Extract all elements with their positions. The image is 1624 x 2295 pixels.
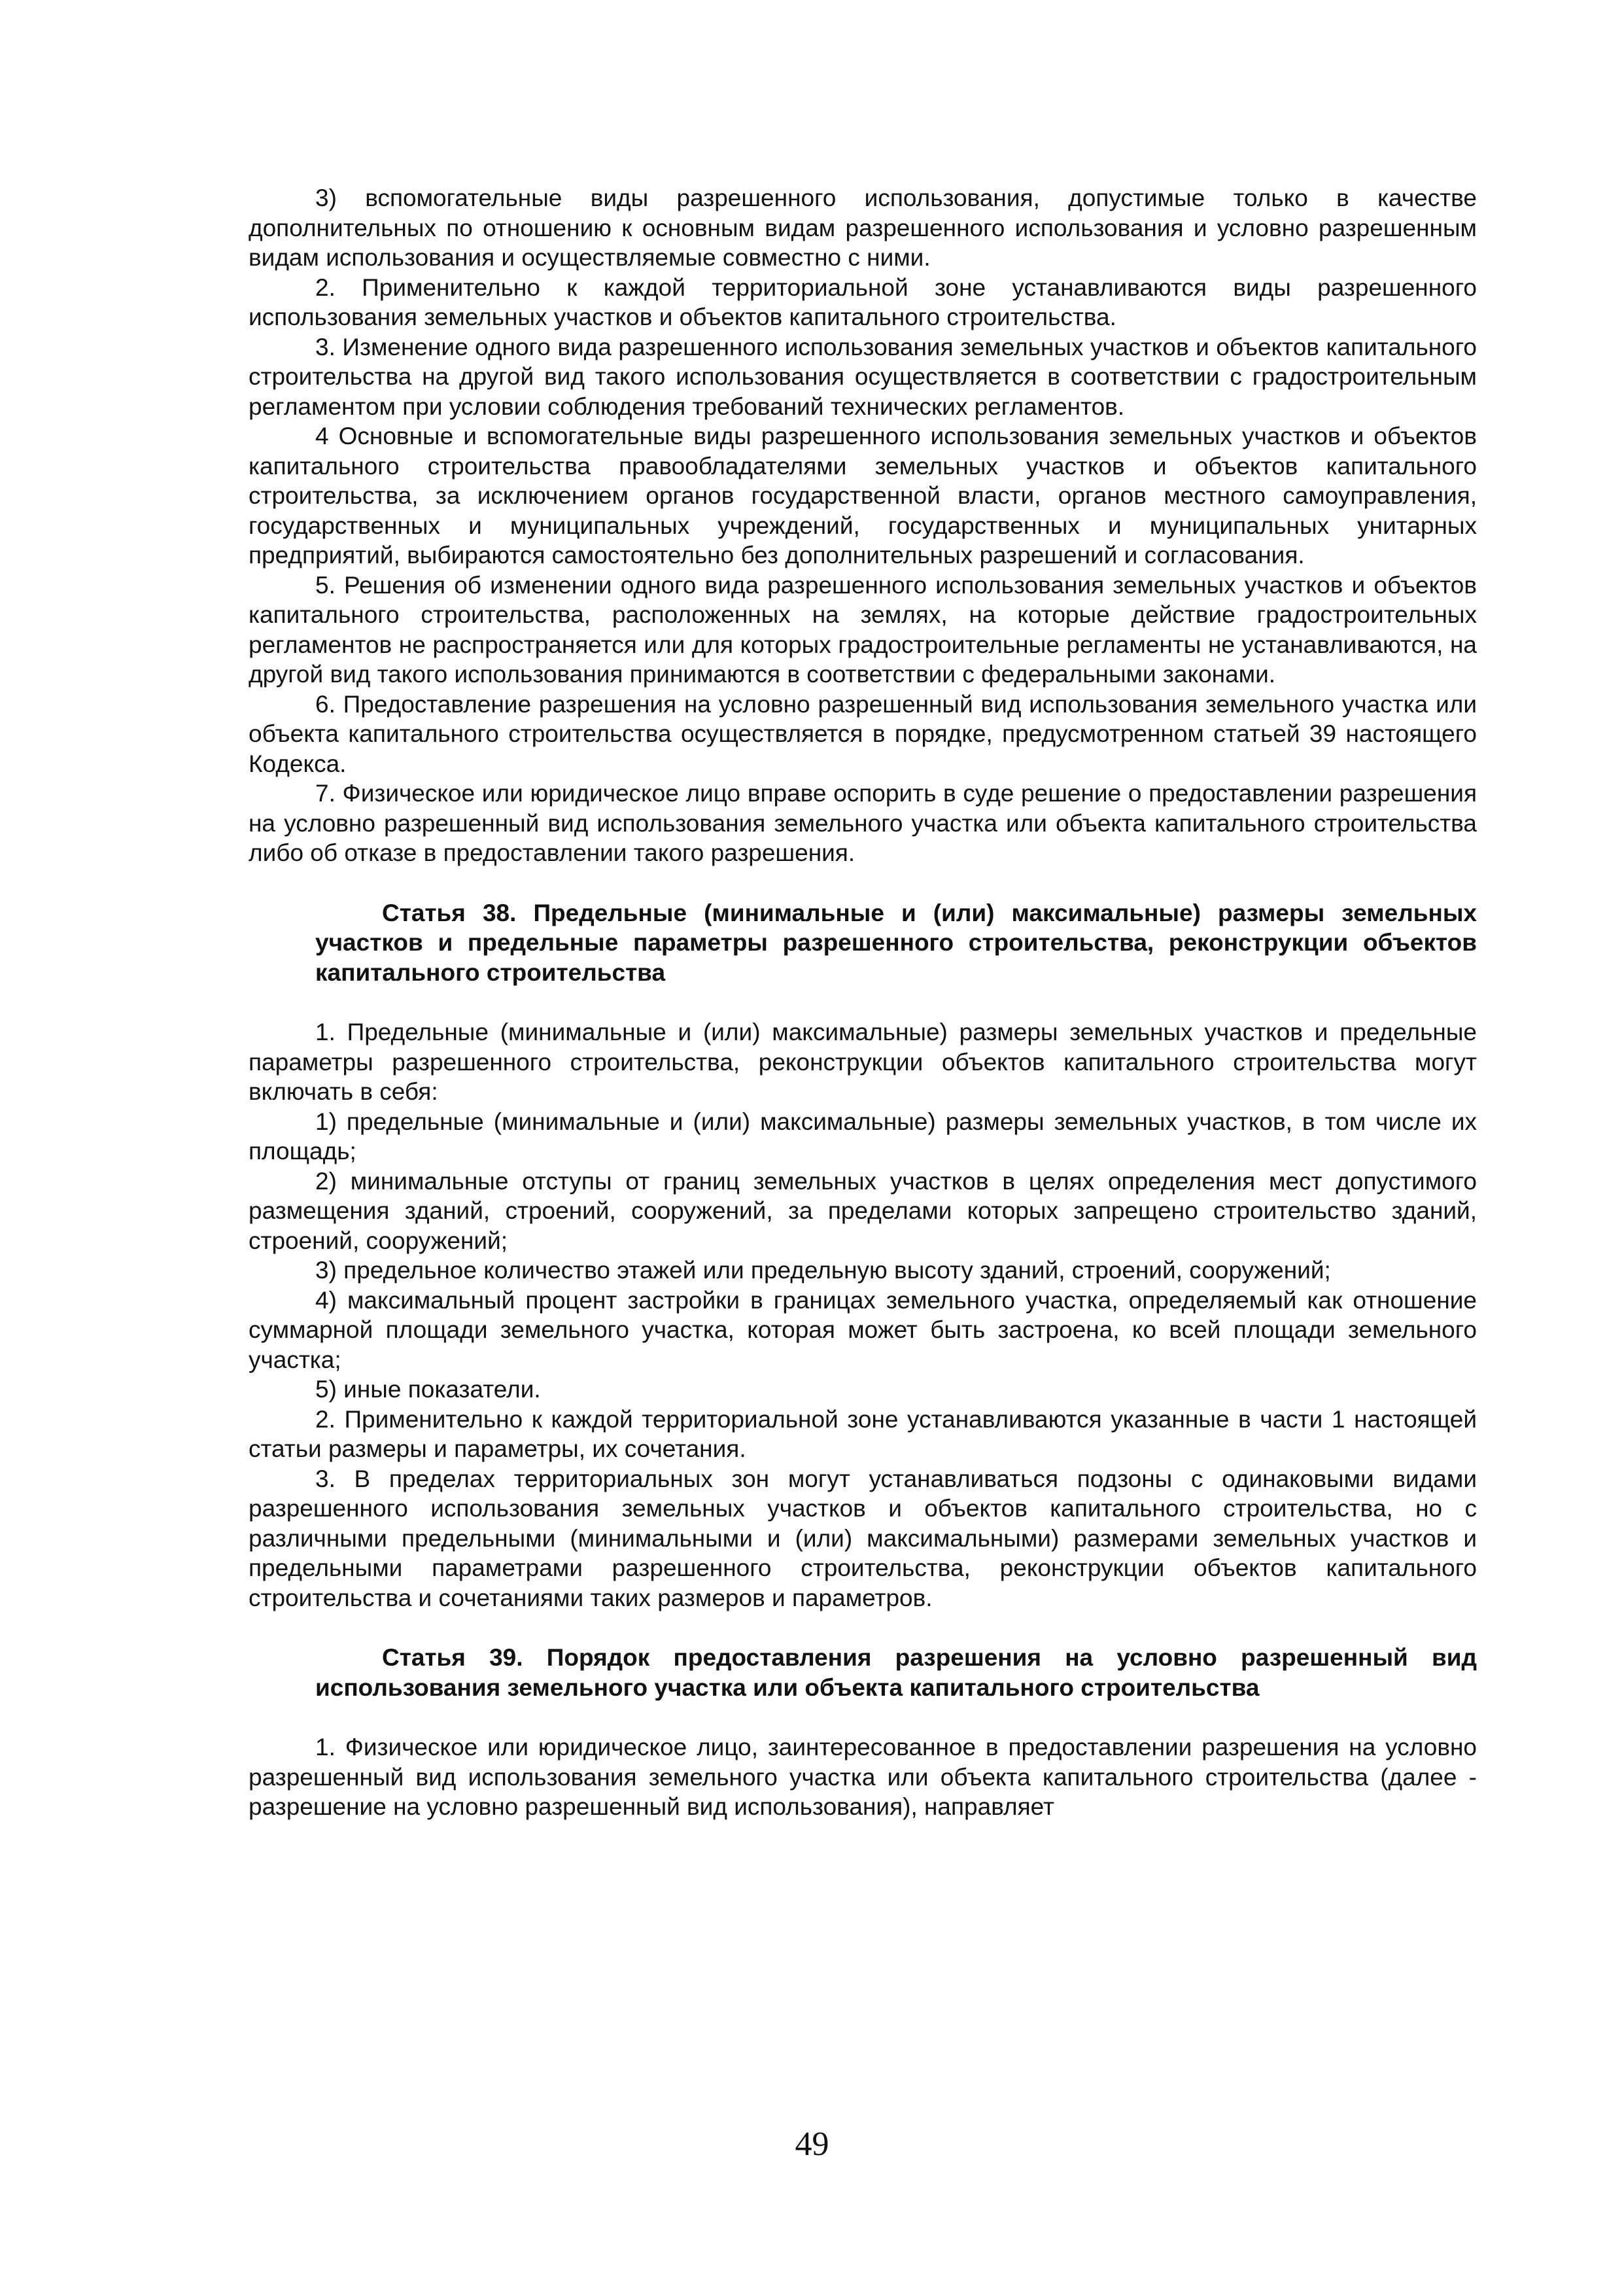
document-body bbox=[249, 183, 1477, 1822]
paragraph: 2. Применительно к каждой территориальной зоне устанавливаются указанные в части 1 настоящей статьи размеры и параметры, их сочетания. bbox=[249, 1405, 1477, 1462]
paragraph: 3) предельное количество этажей или предельную высоту зданий, строений, сооружений; bbox=[315, 1257, 1331, 1284]
article-39-heading: Статья 39. Порядок предоставления разрешения на условно разрешенный вид использования земельного участка или объекта капитального строительства bbox=[315, 1644, 1477, 1701]
paragraph: 5. Решения об изменении одного вида разрешенного использования земельных участков и объектов капитального строительства, расположенных на землях, на которые действие градостроительных регламентов не распространяется или для которых градостроительные регламенты не устанавливаются, на другой вид такого использования принимаются в соответствии с федеральными законами. bbox=[249, 571, 1477, 688]
paragraph: 3) вспомогательные виды разрешенного использования, допустимые только в качестве дополнительных по отношению к основным видам разрешенного использования и условно разрешенным видам использования и осуществляемые совместно с ними. bbox=[249, 184, 1477, 271]
paragraph: 5) иные показатели. bbox=[315, 1376, 541, 1403]
paragraph: 1. Физическое или юридическое лицо, заинтересованное в предоставлении разрешения на условно разрешенный вид использования земельного участка или объекта капитального строительства (далее - разрешение на условно разрешенный вид использования), направляет bbox=[249, 1734, 1477, 1820]
paragraph: 1) предельные (минимальные и (или) максимальные) размеры земельных участков, в том числе их площадь; bbox=[249, 1108, 1477, 1165]
paragraph: 7. Физическое или юридическое лицо вправе оспорить в суде решение о предоставлении разрешения на условно разрешенный вид использования земельного участка или объекта капитального строительства либо об отказе в предоставлении такого разрешения. bbox=[249, 780, 1477, 866]
paragraph: 2. Применительно к каждой территориальной зоне устанавливаются виды разрешенного использования земельных участков и объектов капитального строительства. bbox=[249, 273, 1477, 330]
paragraph: 6. Предоставление разрешения на условно разрешенный вид использования земельного участка или объекта капитального строительства осуществляется в порядке, предусмотренном статьей 39 настоящего Кодекса. bbox=[249, 690, 1477, 777]
paragraph: 2) минимальные отступы от границ земельных участков в целях определения мест допустимого размещения зданий, строений, сооружений, за пределами которых запрещено строительство зданий, строений, сооружений; bbox=[249, 1167, 1477, 1254]
article-38-heading: Статья 38. Предельные (минимальные и (или) максимальные) размеры земельных участков и предельные параметры разрешенного строительства, реконструкции объектов капитального строительства bbox=[315, 899, 1477, 986]
paragraph: 4) максимальный процент застройки в границах земельного участка, определяемый как отношение суммарной площади земельного участка, которая может быть застроена, ко всей площади земельного участка; bbox=[249, 1286, 1477, 1373]
page-number: 49 bbox=[795, 2126, 829, 2163]
paragraph: 1. Предельные (минимальные и (или) максимальные) размеры земельных участков и предельные параметры разрешенного строительства, реконструкции объектов капитального строительства могут включать в себя: bbox=[249, 1019, 1477, 1105]
paragraph: 3. В пределах территориальных зон могут устанавливаться подзоны с одинаковыми видами разрешенного использования земельных участков и объектов капитального строительства, но с различными предельными (минимальными и (или) максимальными) размерами земельных участков и предельными параметрами разрешенного строительства, реконструкции объектов капитального строительства и сочетаниями таких размеров и параметров. bbox=[249, 1465, 1477, 1611]
paragraph: 4 Основные и вспомогательные виды разрешенного использования земельных участков и объектов капитального строительства правообладателями земельных участков и объектов капитального строительства, за исключением органов государственной власти, органов местного самоуправления, государственных и муниципальных учреждений, государственных и муниципальных унитарных предприятий, выбираются самостоятельно без дополнительных разрешений и согласования. bbox=[249, 423, 1477, 569]
paragraph: 3. Изменение одного вида разрешенного использования земельных участков и объектов капитального строительства на другой вид такого использования осуществляется в соответствии с градостроительным регламентом при условии соблюдения требований технических регламентов. bbox=[249, 333, 1477, 420]
